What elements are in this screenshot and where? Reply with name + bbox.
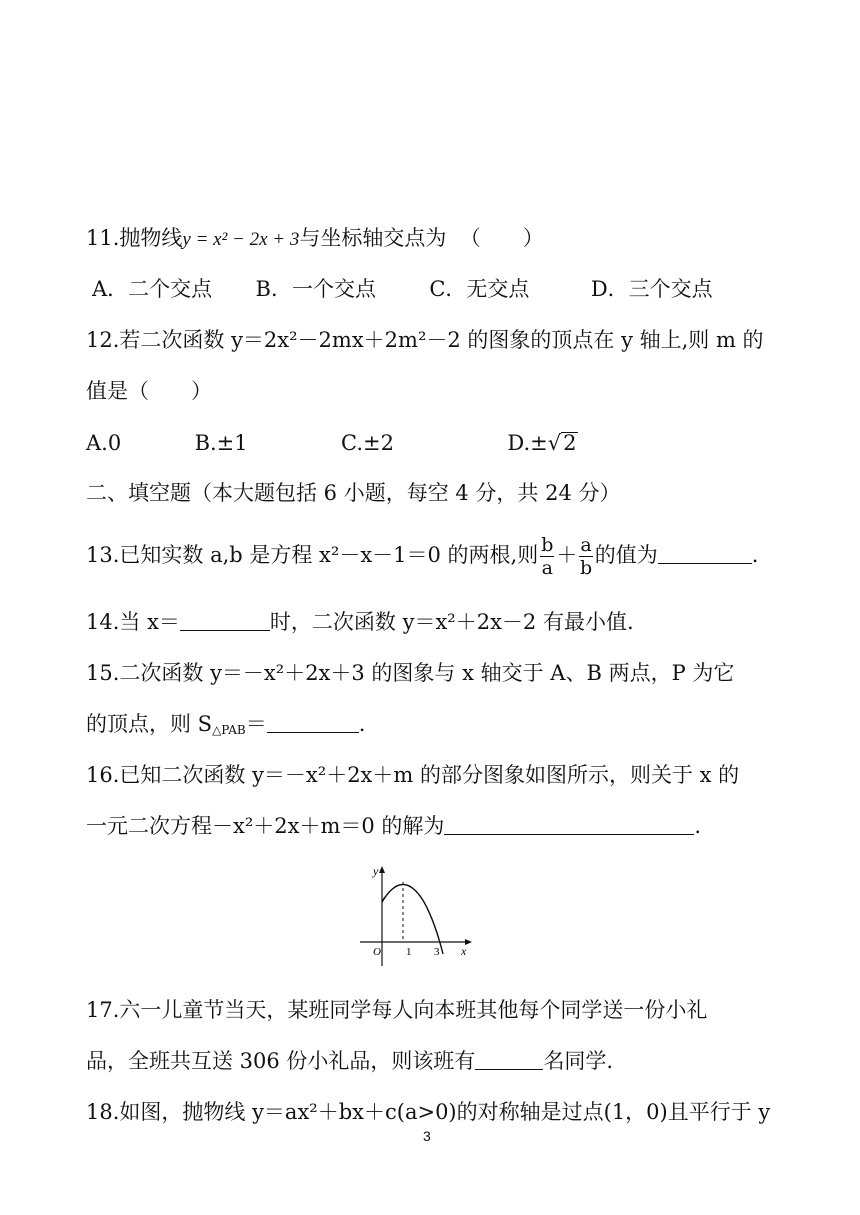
q13-text-pre: 13.已知实数 a,b 是方程 x²－x－1＝0 的两根,则 bbox=[86, 543, 539, 567]
q16-line2: 一元二次方程－x²＋2x＋m＝0 的解为 . bbox=[86, 814, 702, 838]
q14-answer-blank[interactable] bbox=[180, 612, 270, 631]
y-axis-arrow bbox=[379, 866, 385, 873]
q14-text-pre: 14.当 x＝ bbox=[86, 610, 180, 634]
q17-line1: 17.六一儿童节当天，某班同学每人向本班其他每个同学送一份小礼 bbox=[86, 998, 708, 1022]
q11-formula: y = x² − 2x + 3 bbox=[182, 229, 300, 250]
q11-option-c: C．无交点 bbox=[429, 277, 530, 301]
q11-option-d: D．三个交点 bbox=[590, 277, 713, 301]
q11-options bbox=[92, 279, 713, 300]
q13-text-post: 的值为 bbox=[594, 543, 658, 567]
q12-line2: 值是（ ） bbox=[86, 379, 212, 403]
q11-option-a: A．二个交点 bbox=[92, 277, 213, 301]
parabola-curve bbox=[382, 885, 443, 955]
origin-label: O bbox=[373, 946, 381, 958]
plus-sign: ＋ bbox=[556, 543, 578, 567]
q15-answer-blank[interactable] bbox=[267, 714, 359, 733]
q13-line: 13.已知实数 a,b 是方程 x²－x－1＝0 的两根,则 $\frac{b}{a}$ ＋ $\frac{a}{b}$ 的值为 . bbox=[86, 534, 759, 579]
q11-option-b: B．一个交点 bbox=[255, 277, 376, 301]
q12-line1: 12.若二次函数 y＝2x²－2mx＋2m²－2 的图象的顶点在 y 轴上,则 m 的 bbox=[86, 328, 764, 352]
q11-number: 11. bbox=[86, 226, 120, 250]
q15-line2: 的顶点，则 $S_{\triangle PAB}=$ . bbox=[86, 712, 366, 737]
q12-option-d: D.±√2 bbox=[507, 431, 577, 455]
q14-line bbox=[86, 612, 634, 633]
q16-answer-blank[interactable] bbox=[444, 816, 694, 835]
q13-answer-blank[interactable] bbox=[658, 545, 752, 564]
x-label: x bbox=[461, 944, 467, 958]
q17-answer-blank[interactable] bbox=[475, 1051, 543, 1070]
q11-text-b: 与坐标轴交点为 bbox=[299, 226, 447, 250]
sqrt-radicand: 2 bbox=[563, 431, 577, 455]
q12-options bbox=[86, 432, 578, 454]
section-2-heading: 二、填空题（本大题包括 6 小题，每空 4 分，共 24 分） bbox=[86, 481, 621, 505]
parabola-figure bbox=[355, 862, 480, 972]
q12-option-c: C.±2 bbox=[341, 431, 394, 455]
q18-line1: 18.如图，抛物线 y＝ax²＋bx＋c(a>0)的对称轴是过点(1，0)且平行于 y bbox=[86, 1100, 771, 1124]
tick-label-1: 1 bbox=[406, 946, 412, 958]
triangle-subscript: △PAB bbox=[212, 723, 246, 737]
q12-option-b: B.±1 bbox=[194, 431, 248, 455]
tick-label-3: 3 bbox=[434, 946, 440, 958]
fraction-b-over-a: $\frac{b}{a}$ bbox=[541, 534, 554, 579]
q11-answer-paren: （ ） bbox=[459, 226, 544, 250]
q11-line bbox=[86, 228, 544, 249]
q11-text-a: 抛物线 bbox=[119, 226, 183, 250]
q14-text-post: 时，二次函数 y＝x²＋2x－2 有最小值. bbox=[269, 610, 634, 634]
q12-option-a: A.0 bbox=[86, 431, 122, 455]
fraction-a-over-b: $\frac{a}{b}$ bbox=[580, 534, 593, 579]
q16-line1: 16.已知二次函数 y＝－x²＋2x＋m 的部分图象如图所示，则关于 x 的 bbox=[86, 763, 740, 787]
q17-line2: 品，全班共互送 306 份小礼品，则该班有 名同学. bbox=[86, 1049, 614, 1073]
page-number: 3 bbox=[423, 1128, 431, 1144]
q15-line1: 15.二次函数 y＝－x²＋2x＋3 的图象与 x 轴交于 A、B 两点，P 为它 bbox=[86, 661, 735, 685]
y-label: y bbox=[373, 864, 379, 878]
